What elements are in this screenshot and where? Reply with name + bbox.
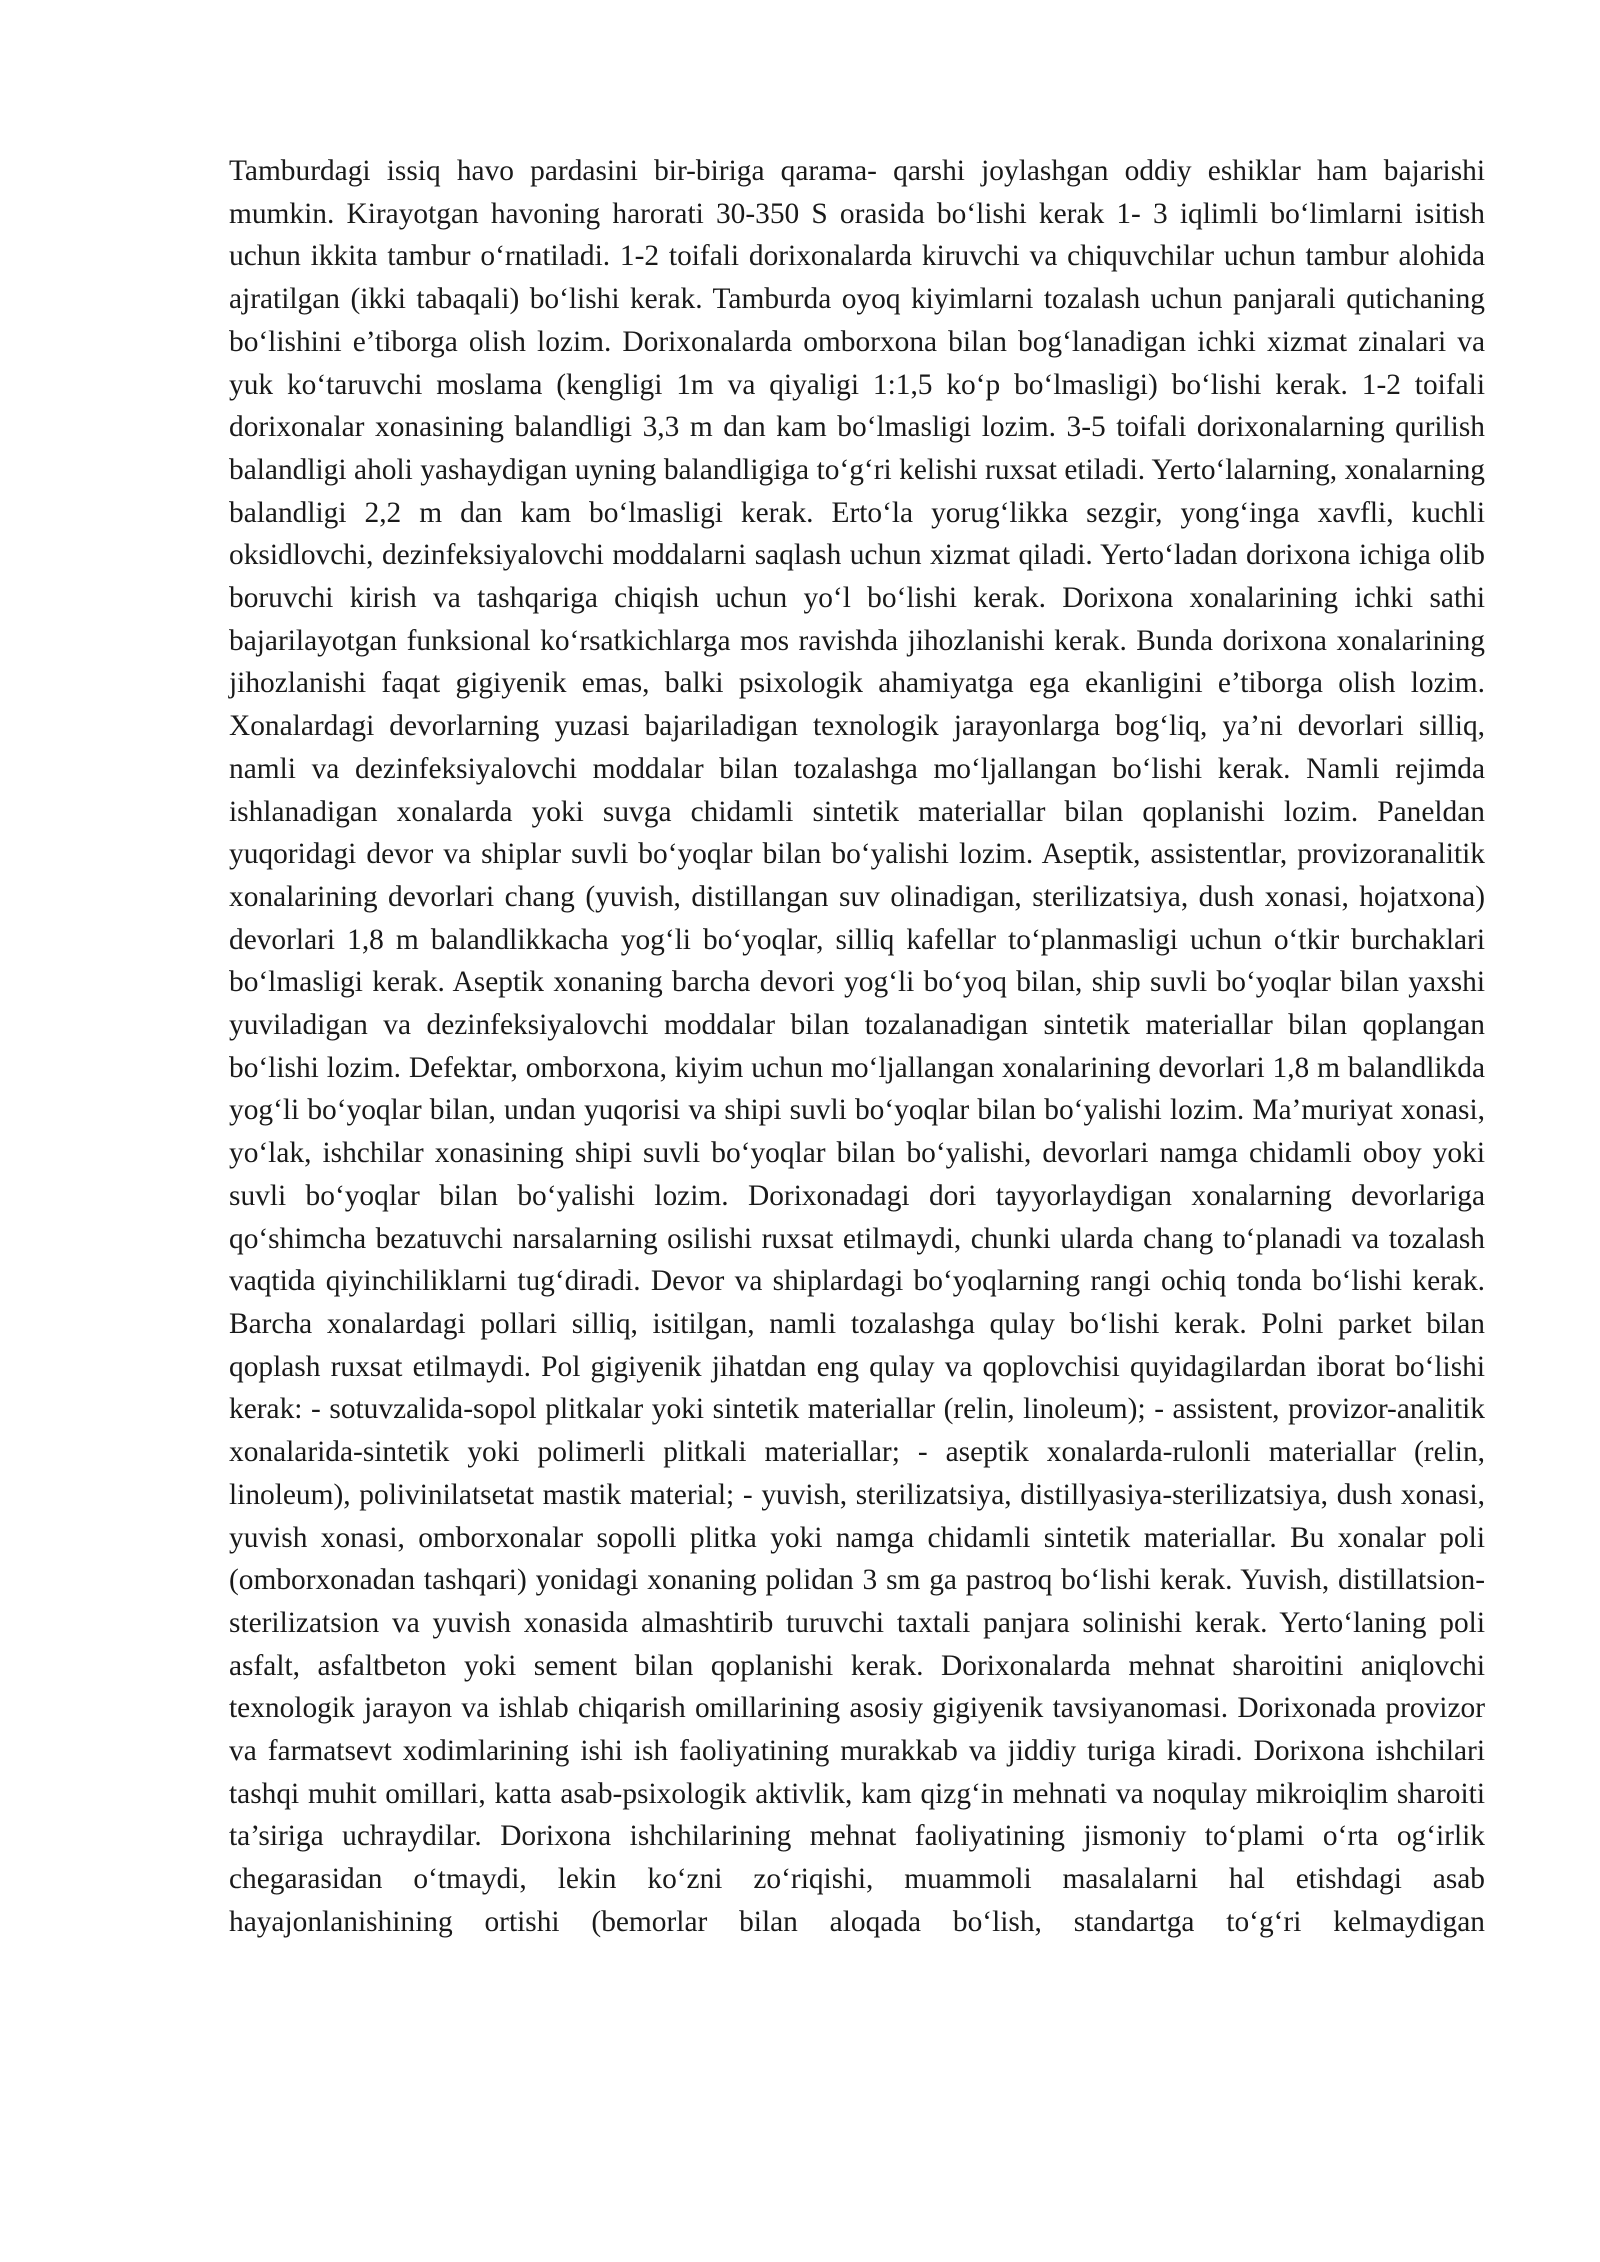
body-paragraph: Tamburdagi issiq havo pardasini bir-biriga qarama- qarshi joylashgan oddiy eshiklar ham bajarishi mumkin. Kirayotgan havoning harorati 30-350 S orasida bo‘lishi kerak 1- 3 iqlimli bo‘limlarni isitish uchun ikkita tambur o‘rnatiladi. 1-2 toifali dorixonalarda kiruvchi va chiquvchilar uchun tambur alohida ajratilgan (ikki tabaqali) bo‘lishi kerak. Tamburda oyoq kiyimlarni tozalash uchun panjarali qutichaning bo‘lishini e’tiborga olish lozim. Dorixonalarda omborxona bilan bog‘lanadigan ichki xizmat zinalari va yuk ko‘taruvchi moslama (kengligi 1m va qiyaligi 1:1,5 ko‘p bo‘lmasligi) bo‘lishi kerak. 1-2 toifali dorixonalar xonasining balandligi 3,3 m dan kam bo‘lmasligi lozim. 3-5 toifali dorixonalarning qurilish balandligi aholi yashaydigan uyning balandligiga to‘g‘ri kelishi ruxsat etiladi. Yerto‘lalarning, xonalarning balandligi 2,2 m dan kam bo‘lmasligi kerak. Erto‘la yorug‘likka sezgir, yong‘inga xavfli, kuchli oksidlovchi, dezinfeksiyalovchi moddalarni saqlash uchun xizmat qiladi. Yerto‘ladan dorixona ichiga olib boruvchi kirish va tashqariga chiqish uchun yo‘l bo‘lishi kerak. Dorixona xonalarining ichki sathi bajarilayotgan funksional ko‘rsatkichlarga mos ravishda jihozlanishi kerak. Bunda dorixona xonalarining jihozlanishi faqat gigiyenik emas, balki psixologik ahamiyatga ega ekanligini e’tiborga olish lozim. Xonalardagi devorlarning yuzasi bajariladigan texnologik jarayonlarga bog‘liq, ya’ni devorlari silliq, namli va dezinfeksiyalovchi moddalar bilan tozalashga mo‘ljallangan bo‘lishi kerak. Namli rejimda ishlanadigan xonalarda yoki suvga chidamli sintetik materiallar bilan qoplanishi lozim. Paneldan yuqoridagi devor va shiplar suvli bo‘yoqlar bilan bo‘yalishi lozim. Aseptik, assistentlar, provizoranalitik xonalarining devorlari chang (yuvish, distillangan suv olinadigan, sterilizatsiya, dush xonasi, hojatxona) devorlari 1,8 m balandlikkacha yog‘li bo‘yoqlar, silliq kafellar to‘planmasligi uchun o‘tkir burchaklari bo‘lmasligi kerak. Aseptik xonaning barcha devori yog‘li bo‘yoq bilan, ship suvli bo‘yoqlar bilan yaxshi yuviladigan va dezinfeksiyalovchi moddalar bilan tozalanadigan sintetik materiallar bilan qoplangan bo‘lishi lozim. Defektar, omborxona, kiyim uchun mo‘ljallangan xonalarining devorlari 1,8 m balandlikda yog‘li bo‘yoqlar bilan, undan yuqorisi va shipi suvli bo‘yoqlar bilan bo‘yalishi lozim. Ma’muriyat xonasi, yo‘lak, ishchilar xonasining shipi suvli bo‘yoqlar bilan bo‘yalishi, devorlari namga chidamli oboy yoki suvli bo‘yoqlar bilan bo‘yalishi lozim. Dorixonadagi dori tayyorlaydigan xonalarning devorlariga qo‘shimcha bezatuvchi narsalarning osilishi ruxsat etilmaydi, chunki ularda chang to‘planadi va tozalash vaqtida qiyinchiliklarni tug‘diradi. Devor va shiplardagi bo‘yoqlarning rangi ochiq tonda bo‘lishi kerak. Barcha xonalardagi pollari silliq, isitilgan, namli tozalashga qulay bo‘lishi kerak. Polni parket bilan qoplash ruxsat etilmaydi. Pol gigiyenik jihatdan eng qulay va qoplovchisi quyidagilardan iborat bo‘lishi kerak: - sotuvzalida-sopol plitkalar yoki sintetik materiallar (relin, linoleum); - assistent, provizor-analitik xonalarida-sintetik yoki polimerli plitkali materiallar; - aseptik xonalarda-rulonli materiallar (relin, linoleum), polivinilatsetat mastik material; - yuvish, sterilizatsiya, distillyasiya-sterilizatsiya, dush xonasi, yuvish xonasi, omborxonalar sopolli plitka yoki namga chidamli sintetik materiallar. Bu xonalar poli (omborxonadan tashqari) yonidagi xonaning polidan 3 sm ga pastroq bo‘lishi kerak. Yuvish, distillatsion-sterilizatsion va yuvish xonasida almashtirib turuvchi taxtali panjara solinishi kerak. Yerto‘laning poli asfalt, asfaltbeton yoki sement bilan qoplanishi kerak. Dorixonalarda mehnat sharoitini aniqlovchi texnologik jarayon va ishlab chiqarish omillarining asosiy gigiyenik tavsiyanomasi. Dorixonada provizor va farmatsevt xodimlarining ishi ish faoliyatining murakkab va jiddiy turiga kiradi. Dorixona ishchilari tashqi muhit omillari, katta asab-psixologik aktivlik, kam qizg‘in mehnati va noqulay mikroiqlim sharoiti ta’siriga uchraydilar. Dorixona ishchilarining mehnat faoliyatining jismoniy to‘plami o‘rta og‘irlik chegarasidan o‘tmaydi, lekin ko‘zni zo‘riqishi, muammoli masalalarni hal etishdagi asab hayajonlanishining ortishi (bemorlar bilan aloqada bo‘lish, standartga to‘g‘ri kelmaydigan xyxy=(229,155,1485,1938)
